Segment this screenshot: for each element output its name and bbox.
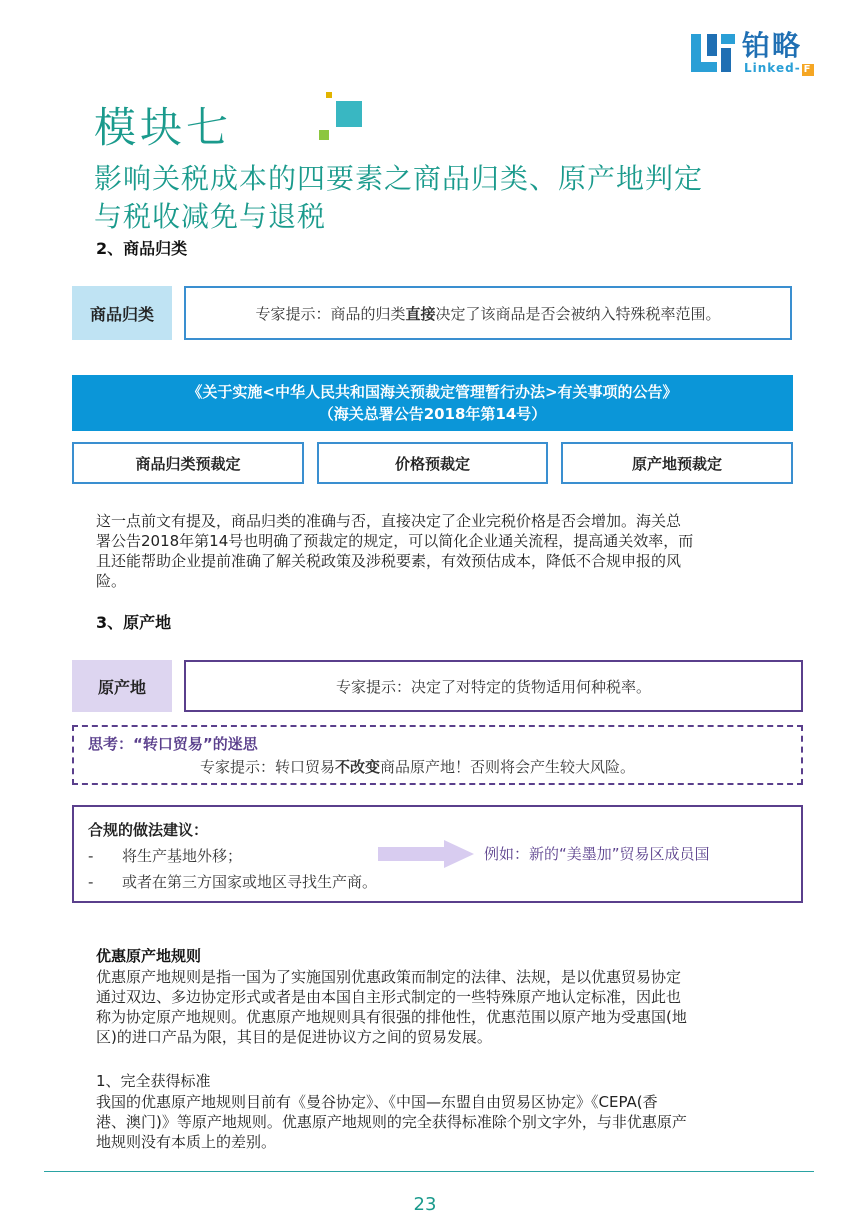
expert-tip-origin: 专家提示：决定了对特定的货物适用何种税率。 <box>184 660 803 712</box>
section-heading-origin: 3、原产地 <box>96 613 172 632</box>
logo-english-name: Linked- F <box>744 61 812 75</box>
compliance-item-dash: - <box>88 847 94 865</box>
preferential-heading: 优惠原产地规则 <box>96 947 202 965</box>
module-title: 模块七 <box>94 103 233 152</box>
logo-chinese-name: 铂略 <box>742 29 803 62</box>
preferential-paragraph: 优惠原产地规则是指一国为了实施国别优惠政策而制定的法律、法规，是以优惠贸易协定 通过双边、多边协定形式或者是由本国自主形式制定的一些特殊原产地认定标准，因此也 称为协定原产地规则。优惠原产地规则具有很强的排他性，优惠范围以原产地为受惠国(地 区)的进口产品为限，其目的是促进协议方之间的贸易发展。 <box>96 968 687 1046</box>
box-origin-ruling: 原产地预裁定 <box>561 442 793 484</box>
compliance-item: 或者在第三方国家或地区寻找生产商。 <box>122 873 378 891</box>
classification-paragraph: 这一点前文有提及，商品归类的准确与否，直接决定了企业完税价格是否会增加。海关总 署公告2018年第14号也明确了预裁定的规定，可以简化企业通关流程，提高通关效率，而 且还能帮助企业提前准确了解关税政策及涉税要素，有效预估成本，降低不合规申报的风 险。 <box>96 512 694 590</box>
decor-square-small-yellow <box>326 92 332 98</box>
footer-divider <box>44 1171 814 1172</box>
box-classification-ruling: 商品归类预裁定 <box>72 442 304 484</box>
think-title: 思考：“转口贸易”的迷思 <box>88 735 258 753</box>
box-price-ruling: 价格预裁定 <box>317 442 548 484</box>
tag-origin: 原产地 <box>72 660 172 712</box>
think-expert-tip: 专家提示：转口贸易不改变商品原产地！否则将会产生较大风险。 <box>200 758 636 776</box>
full-acquisition-paragraph: 我国的优惠原产地规则目前有《曼谷协定》、《中国—东盟自由贸易区协定》《CEPA(香 港、澳门)》等原产地规则。优惠原产地规则的完全获得标准除个别文字外，与非优惠原产 地规则没有本质上的差别。 <box>96 1093 687 1151</box>
module-subtitle: 影响关税成本的四要素之商品归类、原产地判定 与税收减免与退税 <box>94 162 704 233</box>
full-acquisition-heading: 1、完全获得标准 <box>96 1072 211 1090</box>
tag-commodity-classification: 商品归类 <box>72 286 172 340</box>
decor-square-green <box>319 130 329 140</box>
linked-f-logo-mark <box>691 34 735 72</box>
page-number: 23 <box>413 1194 437 1215</box>
decor-square-teal <box>336 101 362 127</box>
compliance-item-dash: - <box>88 873 94 891</box>
compliance-item: 将生产基地外移； <box>122 847 243 865</box>
section-heading-classification: 2、商品归类 <box>96 239 188 258</box>
right-arrow-icon <box>378 840 474 868</box>
expert-tip-classification: 专家提示：商品的归类 直接 决定了该商品是否会被纳入特殊税率范围。 <box>184 286 792 340</box>
customs-notice-banner: 《关于实施<中华人民共和国海关预裁定管理暂行办法>有关事项的公告》 （海关总署公告2018年第14号） <box>72 375 793 431</box>
example-text: 例如：新的“美墨加”贸易区成员国 <box>484 845 710 863</box>
compliance-title: 合规的做法建议： <box>88 821 209 839</box>
